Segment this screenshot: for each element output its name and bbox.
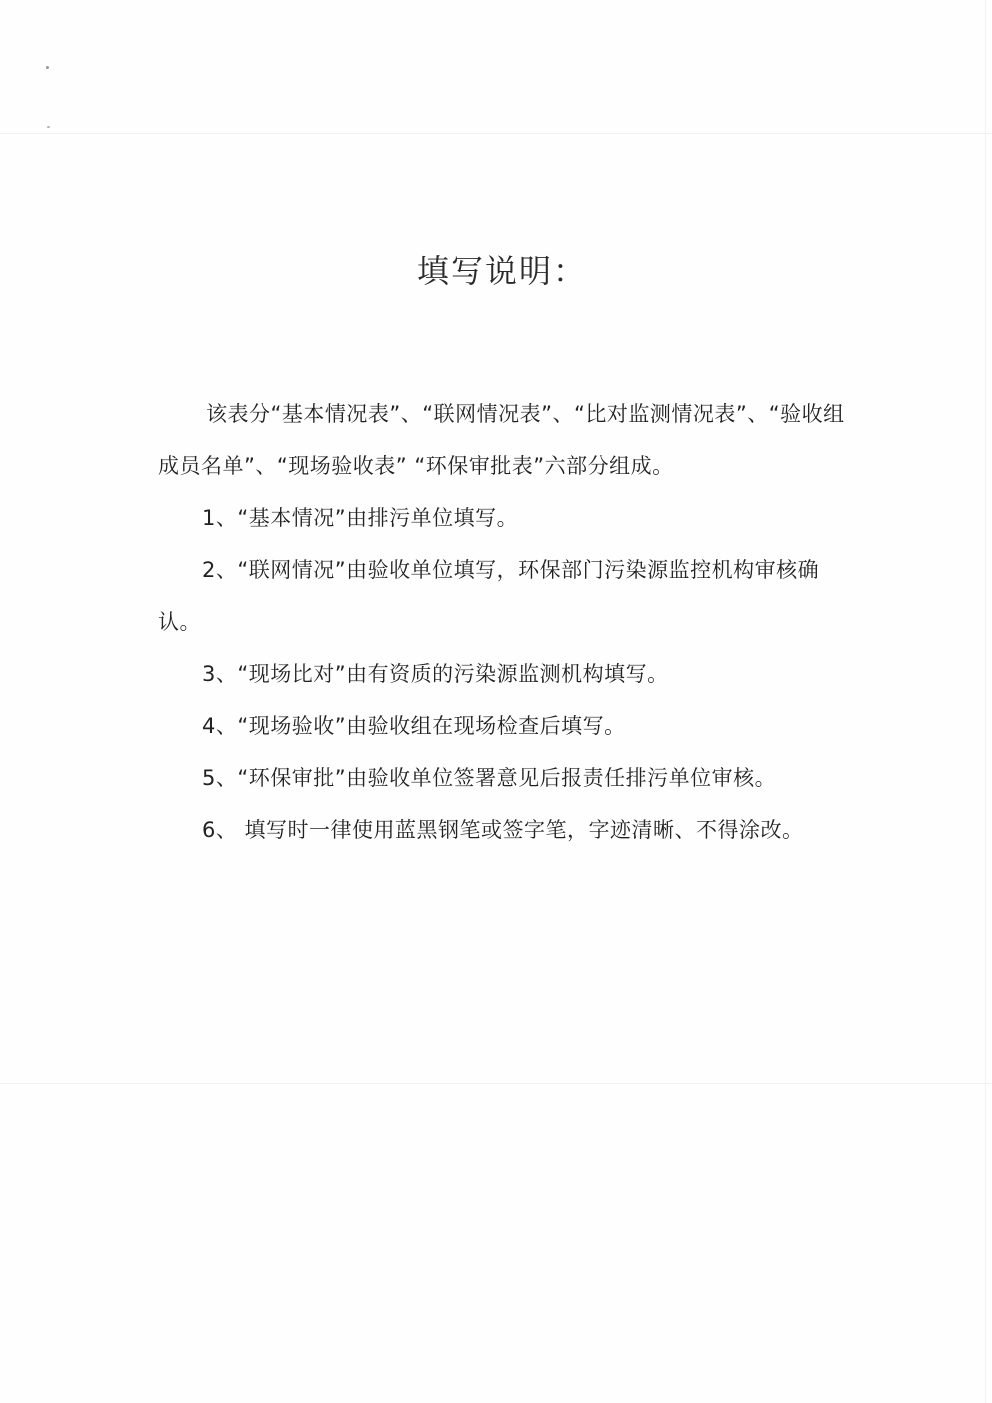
instruction-item-6: 6、 填写时一律使用蓝黑钢笔或签字笔，字迹清晰、不得涂改。 — [202, 818, 804, 842]
instruction-item-4: 4、“现场验收”由验收组在现场检查后填写。 — [202, 714, 626, 738]
scan-speck — [47, 126, 50, 128]
instruction-item-2: 2、“联网情况”由验收单位填写，环保部门污染源监控机构审核确认。 — [158, 558, 820, 634]
instruction-item-3: 3、“现场比对”由有资质的污染源监测机构填写。 — [202, 662, 669, 686]
instructions-body — [158, 388, 858, 856]
scan-artifact-edge — [985, 0, 986, 1403]
scan-speck — [46, 66, 49, 69]
intro-paragraph: 该表分“基本情况表”、“联网情况表”、“比对监测情况表”、“验收组成员名单”、“现场验收表” “环保审批表”六部分组成。 — [158, 402, 845, 478]
scan-artifact-line — [0, 1083, 992, 1084]
scan-artifact-line — [0, 133, 992, 134]
page-title: 填写说明： — [416, 252, 587, 290]
instruction-item-1: 1、“基本情况”由排污单位填写。 — [202, 506, 519, 530]
instruction-item-5: 5、“环保审批”由验收单位签署意见后报责任排污单位审核。 — [202, 766, 777, 790]
